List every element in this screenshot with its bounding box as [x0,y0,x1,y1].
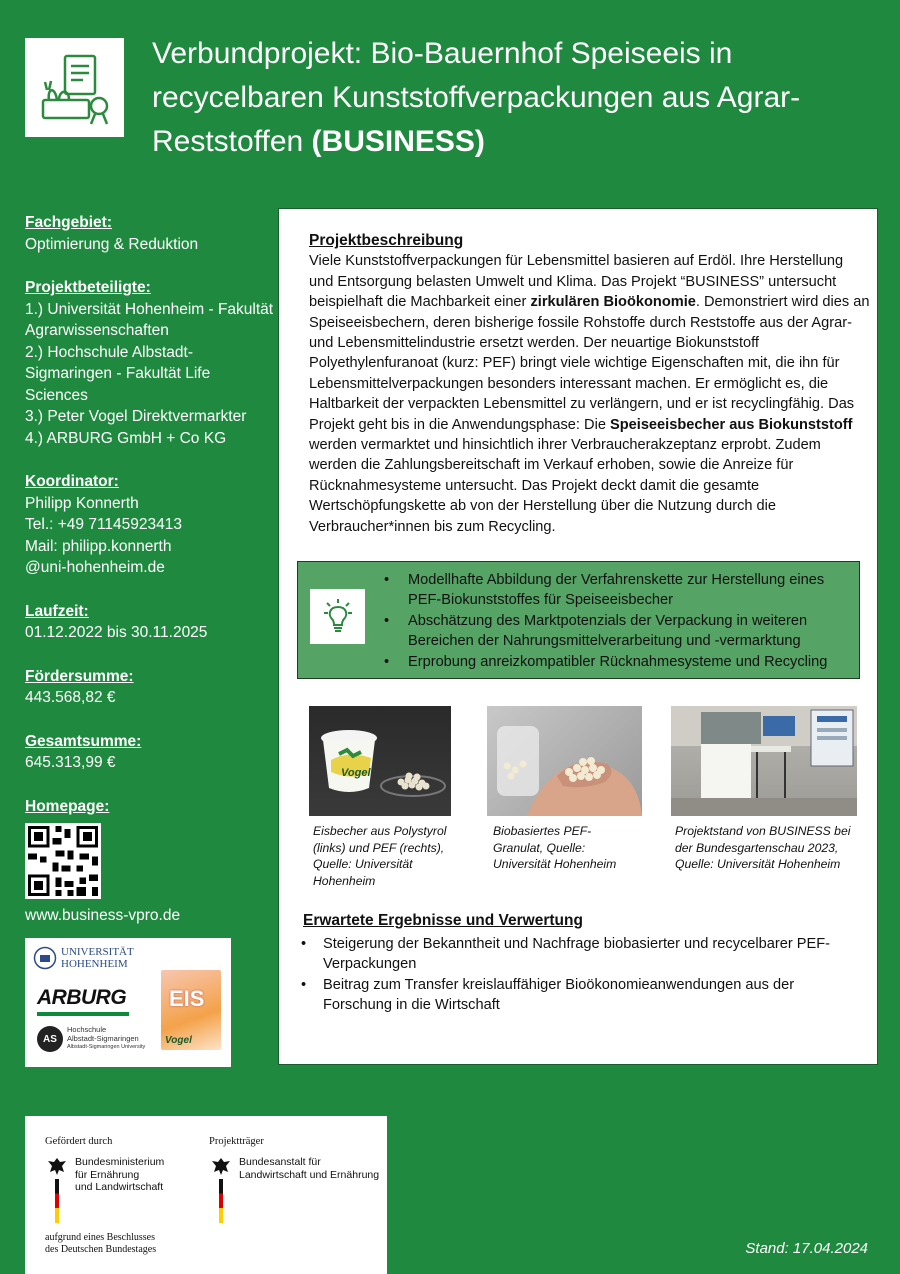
federal-eagle-icon [211,1156,231,1176]
bmel-logo: Bundesministerium für Ernährung und Landwirtschaft [47,1156,164,1223]
arburg-logo: ARBURG [37,986,127,1009]
beteiligte-item: 2.) Hochschule Albstadt-Sigmaringen - Fakultät Life Sciences [25,343,211,404]
gefoerdert-label: Gefördert durch [45,1136,113,1147]
gesamtsumme-value: 645.313,99 € [25,754,116,771]
fachgebiet-value: Optimierung & Reduktion [25,235,199,253]
photo-ice-cups [309,706,451,816]
project-logo [25,38,124,137]
arburg-green-bar [37,1012,129,1016]
gesamtsumme-label: Gesamtsumme: [25,732,142,750]
traeger-label: Projektträger [209,1136,264,1147]
main-content-panel [278,208,878,1065]
partner-logos [25,938,231,1067]
federal-eagle-icon [47,1156,67,1176]
highlights-box [297,561,860,679]
photo-caption: Projektstand von BUSINESS bei der Bundesgartenschau 2023, Quelle: Universität Hohenheim [675,824,851,871]
koordinator-tel: Tel.: +49 71145923413 [25,516,183,533]
laufzeit-label: Laufzeit: [25,602,89,620]
photo-exhibition-stand [671,706,857,816]
lightbulb-icon [310,589,365,644]
koordinator-name: Philipp Konnerth [25,494,139,512]
ble-logo: Bundesanstalt für Landwirtschaft und Ernährung [211,1156,379,1223]
farm-produce-icon [35,48,115,128]
homepage-label: Homepage: [25,797,110,815]
result-item: • Beitrag zum Transfer kreislauffähiger Bioökonomieanwendungen aus der Forschung in die Wirtschaft [301,975,861,1016]
eis-vogel-logo: EIS Vogel [161,970,221,1050]
hs-circle-icon: AS [37,1026,63,1052]
highlight-item: • Erprobung anreizkompatibler Rücknahmesysteme und Recycling [384,652,854,672]
highlight-item: • Abschätzung des Marktpotenzials der Verpackung in weiteren Bereichen der Nahrungsmittelverarbeitung und -vermarktung [384,611,854,652]
description-title: Projektbeschreibung [309,232,464,249]
result-item: • Steigerung der Bekanntheit und Nachfrage biobasierter und recycelbarer PEF-Verpackungen [301,934,861,975]
german-flag-icon [55,1179,59,1223]
qr-code-icon[interactable] [25,823,101,899]
bundestag-note: aufgrund eines Beschlusses des Deutschen Bundestages [45,1232,157,1255]
beteiligte-item: 1.) Universität Hohenheim - Fakultät Agrarwissenschaften [25,300,274,339]
results-title: Erwartete Ergebnisse und Verwertung [303,912,583,929]
project-facts [25,212,275,927]
foerdersumme-value: 443.568,82 € [25,689,116,706]
beteiligte-item: 3.) Peter Vogel Direktvermarkter [25,408,247,425]
photo-caption: Biobasiertes PEF-Granulat, Quelle: Universität Hohenheim [493,824,617,871]
koordinator-mail: Mail: philipp.konnerth [25,537,172,555]
homepage-link[interactable]: www.business-vpro.de [25,907,181,924]
fachgebiet-label: Fachgebiet: [25,214,112,231]
highlight-item: • Modellhafte Abbildung der Verfahrenskette zur Herstellung eines PEF-Biokunststoffes für Speiseeisbecher [384,570,854,611]
university-seal-icon [33,946,57,970]
poster-title: Verbundprojekt: Bio-Bauernhof Speiseeis in recycelbaren Kunststoffverpackungen aus Agrar-Reststoffen (BUSINESS) [152,37,801,158]
cup-label: Vogel [341,767,371,779]
koordinator-mail-domain: @uni-hohenheim.de [25,559,165,576]
stand-date: Stand: 17.04.2024 [745,1240,868,1257]
uni-hohenheim-logo: UNIVERSITÄT HOHENHEIM [33,946,141,970]
foerdersumme-label: Fördersumme: [25,667,134,685]
laufzeit-value: 01.12.2022 bis 30.11.2025 [25,624,208,641]
beteiligte-label: Projektbeteiligte: [25,279,151,296]
highlights-list [384,570,854,672]
koordinator-label: Koordinator: [25,473,119,490]
project-description: Projektbeschreibung Viele Kunststoffverpackungen für Lebensmittel basieren auf Erdöl. Ihre Herstellung und Entsorgung belasten Umwelt und Klima. Das Projekt “BUSINESS” untersucht beispielhaft die Machbarkeit einer zirkulären Bioökonomie. Demonstriert wird dies an Speiseeisbechern, deren bisherige fossile Rohstoffe durch Reststoffe aus der Agrar- und Lebensmittelindustrie ersetzt werden. Der neuartige Biokunststoff Polyethylenfuranoat (kurz: PEF) bringt viele wichtige Eigenschaften mit, die ihn für Lebensmittelverpackungen besonders interessant machen. Er ermöglicht es, die Haltbarkeit der verpackten Lebensmittel zu verlängern, und er ist recyclingfähig. Das Projekt geht bis in die Anwendungsphase: Die Speiseeisbecher aus Biokunststoff werden vermarktet und hinsichtlich ihrer Verbraucherakzeptanz erprobt. Zudem werden die Zahlungsbereitschaft im Verkauf erhoben, sowie die Anreize für Rücknahmesysteme untersucht. Das Projekt deckt damit die gesamte Wertschöpfungskette ab von der Herstellung über die Nutzung durch die Verbraucher*innen bis zum Recycling. [309,232,870,535]
hochschule-logo: AS Hochschule Albstadt-Sigmaringen Albstadt-Sigmaringen University [37,1026,145,1052]
funding-box [25,1116,387,1274]
german-flag-icon [219,1179,223,1223]
beteiligte-item: 4.) ARBURG GmbH + Co KG [25,429,227,447]
photo-caption: Eisbecher aus Polystyrol (links) und PEF (rechts), Quelle: Universität Hohenheim [313,824,447,888]
results-list [301,934,861,1016]
photo-pef-granulate [487,706,642,816]
